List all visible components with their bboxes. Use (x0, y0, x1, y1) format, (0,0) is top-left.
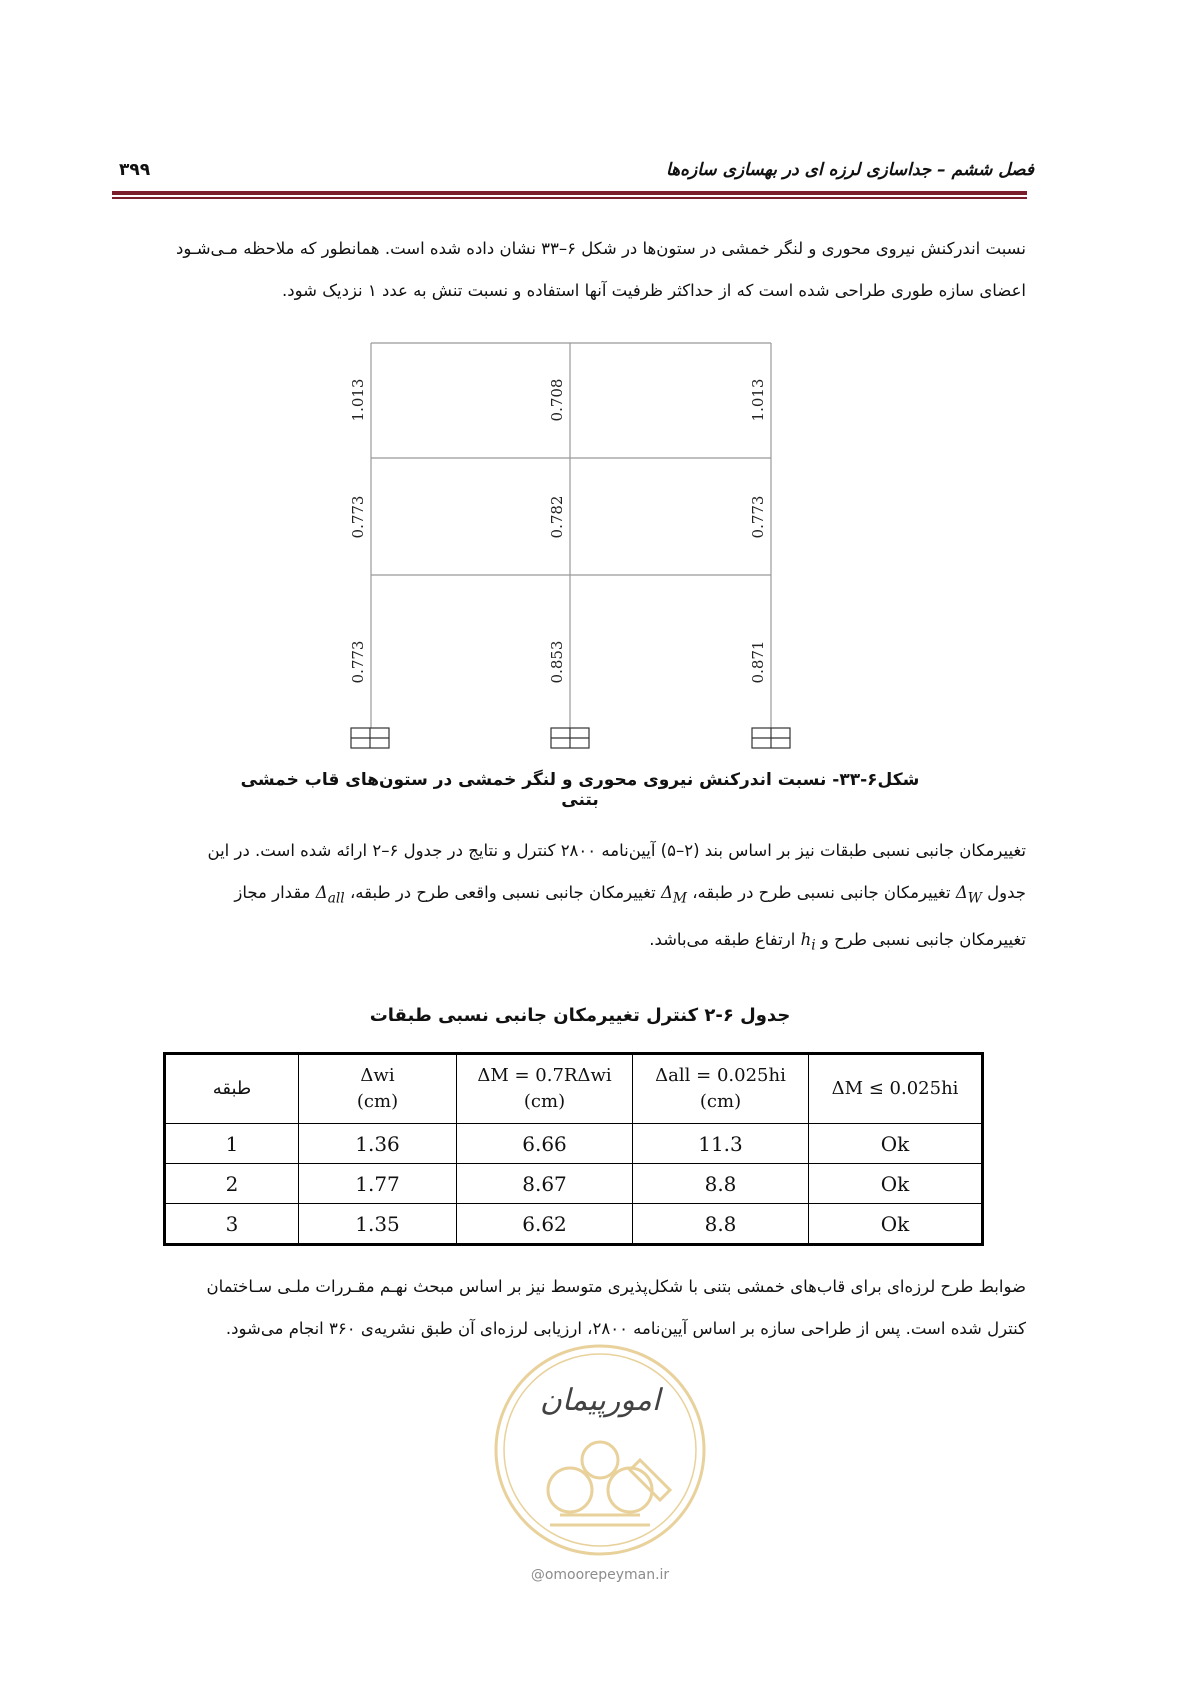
table-cell: 3 (165, 1204, 299, 1245)
support-icon (752, 728, 790, 748)
paragraph-drift (111, 830, 1026, 967)
figure-caption: شکل۶-۳۳- نسبت اندرکنش نیروی محوری و لنگر خمشی در ستون‌های قاب خمشی بتنی (240, 770, 920, 810)
table-cell: 6.66 (457, 1124, 633, 1164)
delta-all-symbol: $\Delta_{all}$ (315, 883, 345, 907)
h-symbol: $h_i$ (800, 930, 816, 954)
table-cell: 8.8 (633, 1204, 809, 1245)
table-cell: 1.36 (299, 1124, 457, 1164)
header-rule-thin (112, 197, 1027, 199)
table-cell: 6.62 (457, 1204, 633, 1245)
support-icon (351, 728, 389, 748)
ratio-label: 0.773 (349, 495, 367, 539)
table-title: جدول ۶-۲ کنترل تغییرمکان جانبی نسبی طبقات (369, 1005, 791, 1026)
text-run: ارتفاع طبقه می‌باشد. (649, 930, 796, 950)
table-cell: 8.8 (633, 1164, 809, 1204)
watermark-url: @omoorepeyman.ir (530, 1567, 670, 1583)
ratio-label: 0.871 (749, 640, 767, 684)
table-cell: 1.77 (299, 1164, 457, 1204)
text-run: مقدار مجاز (234, 883, 311, 902)
ratio-label: 0.773 (349, 640, 367, 684)
page-number: ۳۹۹ (119, 160, 151, 180)
table-row (165, 1164, 983, 1204)
frame-diagram (330, 340, 810, 760)
paragraph-line: تغییرمکان جانبی نسبی طبقات نیز بر اساس بند (۲–۵) آیین‌نامه ۲۸۰۰ کنترل و نتایج در جدول ۶–۲ ارائه شده است. در این (207, 841, 1026, 860)
table-cell: 2 (165, 1164, 299, 1204)
header-story: طبقه (165, 1054, 299, 1124)
header-delta-m: ΔM = 0.7RΔwi (cm) (457, 1054, 633, 1124)
table-row (165, 1204, 983, 1245)
table-cell: Ok (809, 1164, 983, 1204)
chapter-title: فصل ششم – جداسازی لرزه ای در بهسازی سازه‌ها (665, 160, 1034, 180)
paragraph-intro (111, 228, 1026, 312)
drift-table (163, 1052, 984, 1246)
paragraph-line: اعضای سازه طوری طراحی شده است که از حداکثر ظرفیت آنها استفاده و نسبت تنش به عدد ۱ نزدیک شود. (282, 281, 1026, 300)
paragraph-line: ضوابط طرح لرزه‌ای برای قاب‌های خمشی بتنی با شکل‌پذیری متوسط نیز بر اساس مبحث نهـم مقـررات ملـی سـاختمان (206, 1277, 1026, 1296)
svg-text:امورپیمان: امورپیمان (539, 1383, 661, 1418)
ratio-label: 1.013 (349, 378, 367, 422)
header-delta-w: Δwi (cm) (299, 1054, 457, 1124)
support-icon (551, 728, 589, 748)
text-run: تغییرمکان جانبی نسبی طرح در طبقه، (692, 883, 951, 902)
ratio-label: 0.782 (548, 495, 566, 539)
table-cell: Ok (809, 1204, 983, 1245)
table-row (165, 1124, 983, 1164)
ratio-label: 0.853 (548, 640, 566, 684)
text-run: جدول (987, 883, 1026, 902)
text-run: تغییرمکان جانبی نسبی طرح و (820, 930, 1026, 950)
table-header-row (165, 1054, 983, 1124)
table-cell: 11.3 (633, 1124, 809, 1164)
header-rule (112, 191, 1027, 195)
paragraph-conclusion (111, 1266, 1026, 1350)
table-cell: 8.67 (457, 1164, 633, 1204)
paragraph-line (111, 919, 1026, 966)
paragraph-line: کنترل شده است. پس از طراحی سازه بر اساس آیین‌نامه ۲۸۰۰، ارزیابی لرزه‌ای آن طبق نشریه‌ی ۳۶۰ انجام می‌شود. (225, 1319, 1026, 1338)
ratio-label: 0.773 (749, 495, 767, 539)
paragraph-line: نسبت اندرکنش نیروی محوری و لنگر خمشی در ستون‌ها در شکل ۶–۳۳ نشان داده شده است. همانطور که ملاحظه مـی‌شـود (176, 239, 1026, 258)
ratio-label: 1.013 (749, 378, 767, 422)
header-check: ΔM ≤ 0.025hi (809, 1054, 983, 1124)
table-cell: Ok (809, 1124, 983, 1164)
text-run: تغییرمکان جانبی نسبی واقعی طرح در طبقه، (349, 883, 656, 902)
delta-m-symbol: $\Delta_M$ (660, 883, 687, 907)
paragraph-line (111, 872, 1026, 919)
watermark-logo (490, 1340, 710, 1560)
table-cell: 1.35 (299, 1204, 457, 1245)
delta-w-symbol: $\Delta_W$ (955, 883, 982, 907)
ratio-label: 0.708 (548, 378, 566, 422)
header-delta-all: Δall = 0.025hi (cm) (633, 1054, 809, 1124)
table-cell: 1 (165, 1124, 299, 1164)
